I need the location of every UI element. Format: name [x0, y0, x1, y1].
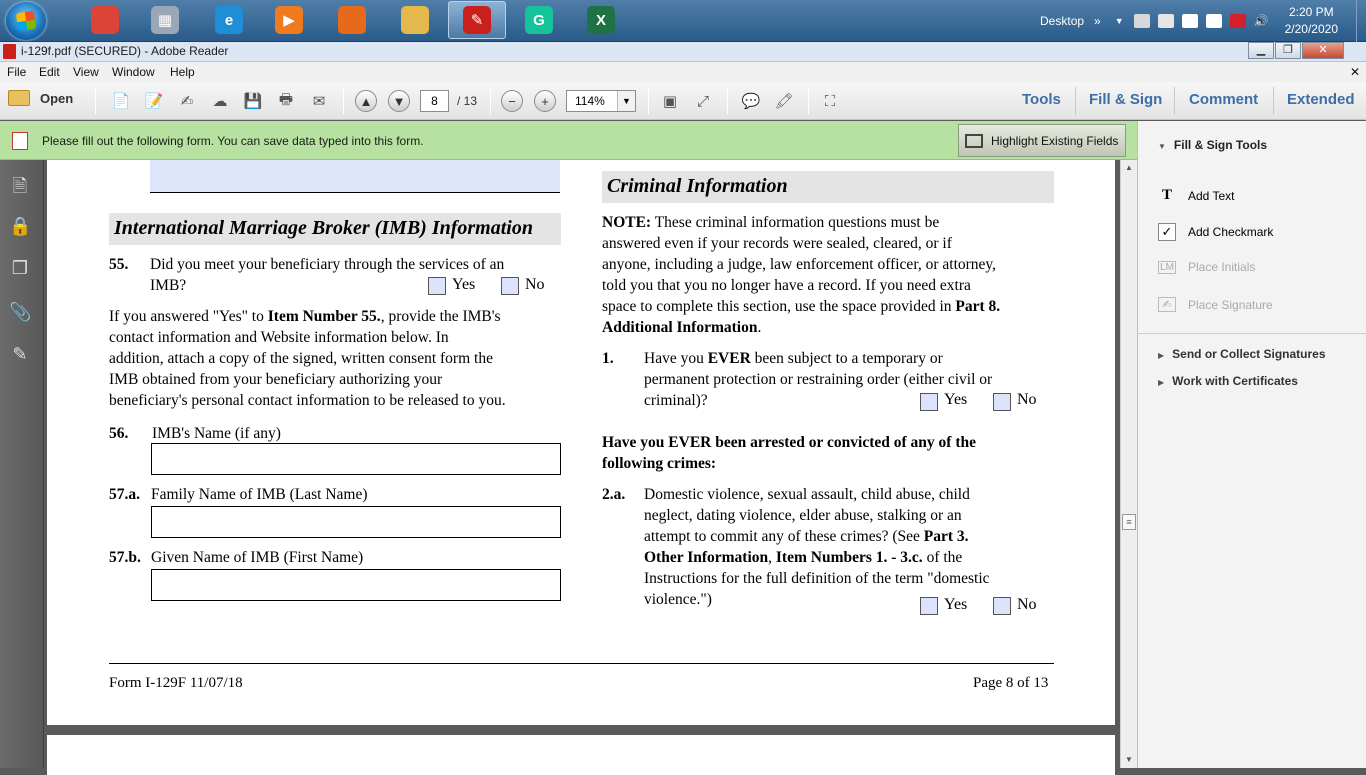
show-hidden-icons-icon[interactable]: ▼	[1114, 16, 1124, 26]
q1-number: 1.	[602, 350, 614, 367]
q1-yes-label: Yes	[944, 391, 968, 408]
folder-open-icon	[8, 90, 30, 106]
dropbox-icon[interactable]	[1182, 14, 1198, 28]
form-edition: Form I-129F 11/07/18	[109, 675, 243, 691]
q55-line1: Did you meet your beneficiary through the services of an	[150, 256, 505, 273]
tools-pane-button[interactable]: Tools	[1022, 91, 1061, 108]
antivirus-icon[interactable]	[1230, 14, 1246, 28]
zoom-value: 114%	[575, 94, 605, 108]
folder-icon	[401, 6, 429, 34]
fill-form-icon[interactable]: ✍	[180, 93, 194, 110]
save-icon[interactable]: 💾	[243, 93, 263, 110]
q55-number: 55.	[109, 256, 129, 273]
scroll-up-icon[interactable]: ▲	[1125, 163, 1133, 172]
highlight-fields-icon	[965, 134, 983, 148]
work-with-certificates-header[interactable]: ▶ Work with Certificates	[1158, 374, 1298, 388]
expand-triangle-icon: ▶	[1158, 351, 1165, 360]
taskbar-app-firefox[interactable]	[323, 1, 381, 39]
arrest-question: Have you EVER been arrested or convicted of any of the following crimes:	[602, 434, 976, 472]
close-document-icon[interactable]: ✕	[1349, 65, 1360, 79]
create-pdf-icon[interactable]: 📄	[111, 93, 131, 110]
fill-sign-tools-header[interactable]: ▼ Fill & Sign Tools	[1158, 138, 1268, 152]
fullscreen-icon[interactable]: ⛶	[824, 92, 836, 110]
fill-sign-pane-button[interactable]: Fill & Sign	[1089, 91, 1163, 108]
upload-cloud-icon[interactable]: ☁	[212, 93, 228, 110]
q57a-number: 57.a.	[109, 486, 140, 503]
calculator-icon: ▦	[151, 6, 179, 34]
chevron-down-icon[interactable]: ▼	[617, 91, 635, 111]
page-number-input[interactable]: 8	[420, 90, 449, 112]
window-title: i-129f.pdf (SECURED) - Adobe Reader	[21, 44, 229, 58]
q2a-yes-checkbox[interactable]	[920, 597, 938, 615]
network-alert-icon[interactable]	[1134, 14, 1150, 28]
highlight-fields-label: Highlight Existing Fields	[991, 133, 1119, 148]
q1-no-checkbox[interactable]	[993, 393, 1011, 411]
security-lock-icon[interactable]: 🔒	[9, 216, 32, 236]
next-pdf-page	[47, 735, 1115, 775]
criminal-note: NOTE: These criminal information questions must be answered even if your records were sealed, cleared, or if anyone, including a judge, law enforcement officer, or attorney, told you that you no longer have a record. If you need extra space to complete this section, use the space provided in Part 8. Additional Information.	[602, 214, 1001, 336]
fill-sign-panel	[1137, 121, 1366, 768]
zoom-select[interactable]	[566, 90, 636, 112]
collapse-triangle-icon: ▼	[1158, 142, 1166, 151]
scroll-down-icon[interactable]: ▼	[1125, 755, 1133, 764]
expand-triangle-icon: ▶	[1158, 378, 1165, 387]
q57a-label: Family Name of IMB (Last Name)	[151, 486, 368, 503]
criminal-section-heading: Criminal Information	[602, 171, 1054, 203]
menu-edit[interactable]: Edit	[39, 65, 60, 79]
signature-icon: ✍	[1158, 297, 1176, 312]
clock-time: 2:20 PM	[1288, 5, 1334, 19]
print-icon[interactable]: 🖶	[278, 90, 294, 108]
ie-icon: e	[215, 6, 243, 34]
q55-no-checkbox[interactable]	[501, 277, 519, 295]
q55-yes-label: Yes	[452, 276, 476, 293]
taskbar-app-excel[interactable]	[572, 1, 630, 39]
page-indicator: Page 8 of 13	[973, 675, 1049, 691]
previous-field[interactable]	[150, 160, 560, 193]
q1-no-label: No	[1017, 391, 1037, 408]
menu-window[interactable]: Window	[112, 65, 155, 79]
q2a-no-checkbox[interactable]	[993, 597, 1011, 615]
start-button[interactable]	[6, 2, 46, 40]
comment-bubble-icon[interactable]: 💬	[741, 93, 761, 110]
taskbar-app-grammarly[interactable]	[510, 1, 568, 39]
highlight-fields-button[interactable]	[958, 124, 1126, 157]
menu-file[interactable]: File	[7, 65, 27, 79]
volume-icon[interactable]: 🔊	[1253, 14, 1269, 28]
imb-section-heading: International Marriage Broker (IMB) Information	[109, 213, 561, 245]
tray-expand-icon[interactable]: »	[1094, 14, 1101, 28]
send-collect-signatures-header[interactable]: ▶ Send or Collect Signatures	[1158, 347, 1326, 361]
q55-line2: IMB?	[150, 277, 187, 294]
signatures-icon[interactable]: ✎	[12, 344, 28, 364]
menu-view[interactable]: View	[73, 65, 99, 79]
email-icon[interactable]: ✉	[312, 93, 326, 110]
zoom-in-icon[interactable]: +	[534, 90, 556, 112]
fit-width-icon[interactable]: ⤢	[696, 92, 709, 110]
imb-family-name-field[interactable]	[151, 506, 561, 538]
attachments-icon[interactable]: 📎	[9, 302, 32, 322]
taskbar-app-media-player[interactable]	[260, 1, 318, 39]
scroll-thumb[interactable]: ≡	[1122, 514, 1136, 530]
excel-icon: X	[587, 6, 615, 34]
navigation-pane	[0, 160, 44, 768]
pdf-file-icon	[3, 44, 16, 59]
minimize-button[interactable]: ▁	[1248, 42, 1274, 59]
q57b-number: 57.b.	[109, 549, 141, 566]
q2a-number: 2.a.	[602, 486, 626, 503]
close-button[interactable]: ✕	[1302, 42, 1344, 59]
fit-page-icon[interactable]: ▣	[662, 93, 678, 110]
highlight-icon[interactable]: 🖍	[774, 93, 794, 110]
taskbar-app-ie[interactable]	[200, 1, 258, 39]
vertical-scrollbar[interactable]	[1120, 160, 1137, 768]
chrome-icon	[91, 6, 119, 34]
q55-yes-checkbox[interactable]	[428, 277, 446, 295]
comment-pane-button[interactable]: Comment	[1189, 91, 1259, 108]
text-icon: T	[1161, 187, 1172, 203]
page-total: / 13	[457, 94, 478, 108]
taskbar	[0, 0, 1366, 42]
q2a-yes-label: Yes	[944, 596, 968, 613]
clock[interactable]	[1285, 4, 1338, 38]
q55-no-label: No	[525, 276, 545, 293]
media-player-icon: ▶	[275, 6, 303, 34]
edit-pdf-icon[interactable]: 📝	[144, 93, 164, 110]
q1-text: Have you EVER been subject to a temporary or permanent protection or restraining order (either civil or criminal)?	[644, 350, 993, 409]
main-toolbar	[0, 82, 1366, 120]
form-notice-text: Please fill out the following form. You can save data typed into this form.	[42, 134, 424, 148]
place-initials-tool[interactable]: LM Place Initials	[1158, 260, 1255, 274]
window-titlebar	[0, 42, 1366, 62]
imb-instructions: If you answered "Yes" to Item Number 55., provide the IMB's contact information and Website information below. In addition, attach a copy of the signed, written consent form the IMB obtained from your beneficiary authorizing your beneficiary's personal contact information to be released to you.	[109, 308, 506, 409]
zoom-out-icon[interactable]: −	[501, 90, 523, 112]
form-icon	[12, 132, 28, 150]
q1-yes-checkbox[interactable]	[920, 393, 938, 411]
previous-page-icon[interactable]: ▲	[355, 90, 377, 112]
desktop-toolbar-label[interactable]: Desktop	[1040, 14, 1085, 28]
pdf-page	[47, 160, 1115, 725]
show-desktop-button[interactable]	[1356, 0, 1366, 42]
taskbar-app-adobe-reader[interactable]	[448, 1, 506, 39]
menu-bar	[0, 62, 1366, 82]
next-page-icon[interactable]: ▼	[388, 90, 410, 112]
imb-given-name-field[interactable]	[151, 569, 561, 601]
system-tray	[1040, 0, 1366, 42]
pages-icon[interactable]: ❐	[11, 258, 29, 278]
q57b-label: Given Name of IMB (First Name)	[151, 549, 364, 566]
place-signature-tool[interactable]: ✍ Place Signature	[1158, 297, 1273, 312]
add-checkmark-tool[interactable]: ✓ Add Checkmark	[1158, 223, 1273, 241]
taskbar-app-folder[interactable]	[386, 1, 444, 39]
menu-help[interactable]: Help	[170, 65, 195, 79]
q56-label: IMB's Name (if any)	[152, 425, 281, 442]
grammarly-icon: G	[525, 6, 553, 34]
clock-date: 2/20/2020	[1284, 22, 1338, 36]
checkmark-icon: ✓	[1158, 223, 1176, 241]
open-button[interactable]	[8, 90, 73, 106]
footer-rule	[109, 663, 1054, 664]
form-notice-bar	[0, 121, 1137, 160]
display-icon[interactable]	[1206, 14, 1222, 28]
q2a-text: Domestic violence, sexual assault, child abuse, child neglect, dating violence, elder abuse, stalking or an attempt to commit any of these crimes? (See Part 3. Other Information, Item Numbers 1. - 3.c. of the Instructions for the full definition of the term "domestic violence.")	[644, 486, 990, 608]
initials-icon: LM	[1158, 261, 1176, 274]
restore-button[interactable]: ❐	[1275, 42, 1301, 59]
imb-name-field[interactable]	[151, 443, 561, 475]
open-button-label: Open	[40, 90, 74, 106]
page-thumbnails-icon[interactable]: 🗎	[12, 176, 28, 196]
q56-number: 56.	[109, 425, 129, 442]
action-center-icon[interactable]	[1158, 14, 1174, 28]
extended-pane-button[interactable]: Extended	[1287, 91, 1355, 108]
adobe-reader-icon: ✎	[463, 6, 491, 34]
q2a-no-label: No	[1017, 596, 1037, 613]
taskbar-app-calculator[interactable]	[136, 1, 194, 39]
add-text-tool[interactable]: T Add Text	[1158, 187, 1234, 204]
taskbar-app-chrome[interactable]	[76, 1, 134, 39]
firefox-icon	[338, 6, 366, 34]
document-viewport[interactable]	[45, 160, 1120, 768]
